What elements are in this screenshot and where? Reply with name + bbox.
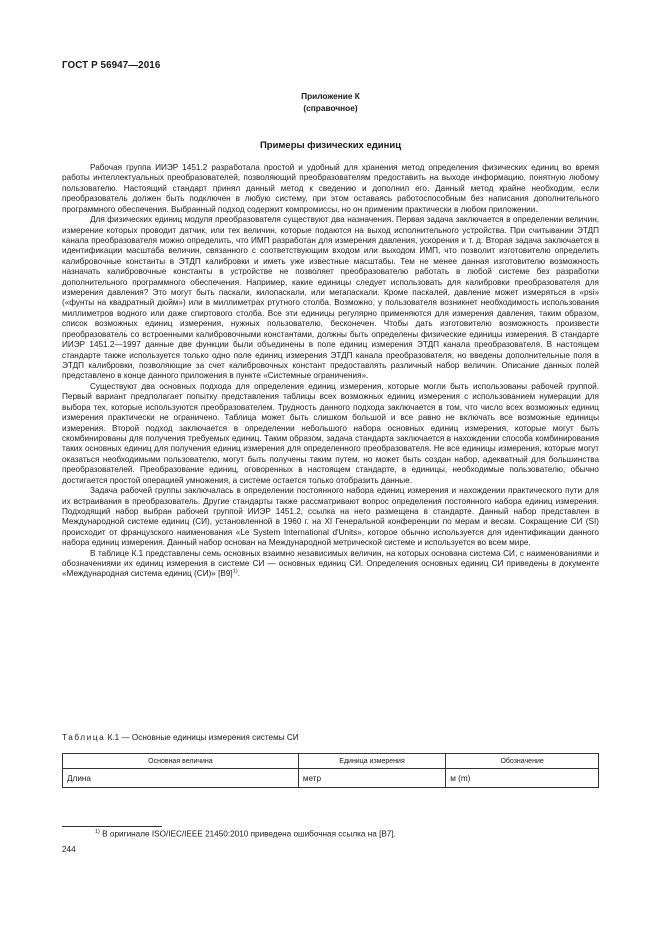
footnote-separator [62,826,162,827]
si-units-table [62,753,599,788]
footnote-ref: 1) [232,568,238,575]
column-header-quantity: Основная величина [63,754,299,769]
body-text [62,163,599,580]
paragraph-5: В таблице К.1 представлены семь основных взаимно независимых величин, на которых основана система СИ, с наименованиями и обозначениями их единиц измерения в системе СИ — основных единиц СИ. Определения основных единиц СИ приведены в документе «Международная система единиц (СИ)» $[B9]^{1)}$. [62,548,599,579]
table-row [63,769,599,788]
table-caption [62,733,299,742]
table-caption-label: Таблица [62,733,106,742]
paragraph-3: Существуют два основных подхода для определения единиц измерения, которые могли быть использованы рабочей группой. Первый вариант предполагает попытку представления таблицы всех возможных единиц измерения с использованием нумерации для выбора тех, которые используются преобразователем. Трудность данного подхода заключается в том, что число всех возможных единиц измерения практически не ограничено. Таблица может быть слишком большой и все равно не включать все возможные единицы измерения. Второй подход заключается в определении небольшого набора основных единиц измерения, которые могут быть скомбинированы для получения требуемых единиц. Таким образом, задача стандарта заключается в нахождении способа комбинирования таких основных единиц для получения единиц измерения для определенного преобразователя. Не все единицы измерения, которые могут оказаться необходимыми пользователю, могут быть получены таким путем, но может быть создан набор, адекватный для большинства преобразователей. Преобразование единиц, оговоренных в настоящем стандарте, в единицы, необходимые пользователю, обычно достигается простой операцией умножения, а системе остается только отобразить данные. [62,381,599,485]
footnote-marker: 1) [95,829,100,835]
column-header-unit: Единица измерения [298,754,445,769]
footnote-text: В оригинале ISO/IEC/IEEE 21450:2010 приведена ошибочная ссылка на [B7]. [102,829,396,839]
cell-quantity: Длина [63,769,299,788]
standard-code-header: ГОСТ Р 56947—2016 [62,60,161,71]
paragraph-5-text: В таблице К.1 представлены семь основных взаимно независимых величин, на которых основана система СИ, с наименованиями и обозначениями их единиц измерения в системе СИ — основных единиц СИ. Определения основных единиц СИ приведены в документе «Международная система единиц (СИ)» [B9] [62,548,599,579]
cell-unit: метр [298,769,445,788]
column-header-symbol: Обозначение [446,754,599,769]
cell-symbol: м (m) [446,769,599,788]
appendix-subtitle: (справочное) [303,103,358,113]
table-header-row [63,754,599,769]
table-caption-text: К.1 — Основные единицы измерения системы СИ [107,733,299,742]
page-number: 244 [62,845,76,854]
footnote [95,829,396,839]
paragraph-1: Рабочая группа ИИЭР 1451.2 разработала простой и удобный для хранения метод определения физических единиц во время работы интеллектуальных преобразователей, позволяющий преобразователям предоставить на выходе информацию, понятную любому пользователю. Настоящий стандарт принял данный метод к сведению и дополнил его. Данный метод крайне необходим, если преобразователь должен быть подключен в любую систему, при этом оставаясь работоспособным без написания дополнительного программного обеспечения. Выбранный подход содержит компромиссы, но он применим практически в любом приложении. [62,163,599,214]
appendix-title: Приложение К [301,91,360,101]
section-title: Примеры физических единиц [259,140,402,151]
paragraph-2: Для физических единиц модуля преобразователя существуют два назначения. Первая задача заключается в определении величин, измерение которых проводит датчик, или тех величин, которые подаются на выход исполнительного устройства. При считывании ЭТДП канала преобразователя можно определить, что ИМП разработан для измерения давления, ускорения и т. д. Вторая задача заключается в идентификации масштаба величин, связанного с соответствующим входом или выходом ИМП, что позволит изготовителю определить калибровочные константы в ЭТДП калибровки и иметь уже известные масштабы. Тем не менее данная изготовителю возможность назначать калибровочные константы в устройстве не позволяет преобразователю работать в любой системе без разработки дополнительного программного обеспечения. Например, какие единицы следует использовать для калибровки преобразователя для измерения давления? Это могут быть паскали, килопаскали, или мегапаскали. Кроме паскалей, давление может измеряться в «psi» («фунты на квадратный дюйм») или в миллиметрах ртутного столба. Возможно, у пользователя возникнет необходимость использования миллиметров водного или даже спиртового столба. Все эти единицы регулярно применяются для измерения давления, таким образом, список возможных единиц измерения, нужных пользователю, бесконечен. Чтобы дать изготовителю возможность произвести преобразователь со встроенными калибровочными константами, должны быть определены физические единицы измерения. В стандарте ИИЭР 1451.2—1997 данные две функции были объединены в поле единиц измерения ЭТДП канала преобразователя. В настоящем стандарте также используется только одно поле единиц измерения ЭТДП канала преобразователя, но введены дополнительные поля в ЭТДП калибровки, позволяющие за счет калибровочных констант предоставлять различный набор величин. Описание данных полей представлено в конце данного приложения в пункте «Системные ограничения». [62,215,599,381]
paragraph-4: Задача рабочей группы заключалась в определении постоянного набора единиц измерения и нахождении практического пути для их встраивания в преобразователь. Другие стандарты также рассматривают вопрос определения постоянного набора единиц измерения. Подходящий набор выбран рабочей группой ИИЭР 1451.2, ссылка на него размещена в стандарте. Данный набор представлен в Международной системе единиц (СИ), установленной в 1960 г. на XI Генеральной конференции по мерам и весам. Сокращение СИ (SI) происходит от французского наименования «Le System International d'Units», которое обычно используется для идентификации данного набора единиц измерения. Данный набор основан на Международной метрической системе и используется во всем мире. [62,486,599,548]
